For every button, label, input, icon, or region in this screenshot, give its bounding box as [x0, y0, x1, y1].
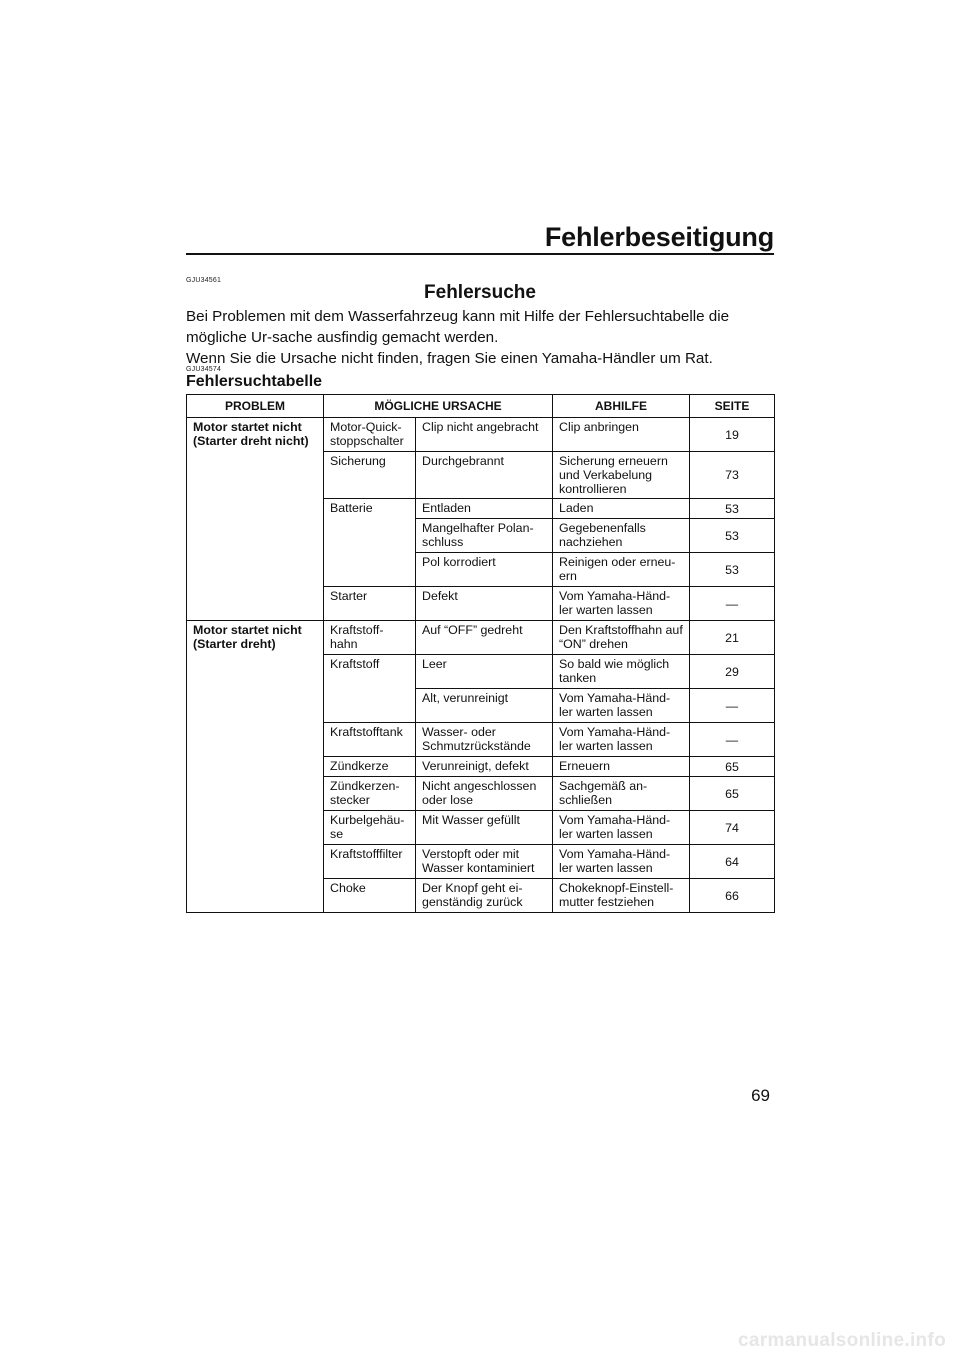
component-cell: Kraftstofffilter — [324, 845, 416, 879]
remedy-cell: Vom Yamaha-Händ-ler warten lassen — [553, 689, 690, 723]
section-title: Fehlersuche — [424, 282, 536, 303]
subsection-code: GJU34574 — [186, 366, 222, 373]
remedy-cell: So bald wie möglich tanken — [553, 655, 690, 689]
cause-cell: Mit Wasser gefüllt — [416, 811, 553, 845]
remedy-cell: Reinigen oder erneu-ern — [553, 553, 690, 587]
cause-cell: Verunreinigt, defekt — [416, 757, 553, 777]
remedy-cell: Vom Yamaha-Händ-ler warten lassen — [553, 723, 690, 757]
watermark: carmanualsonline.info — [738, 1330, 946, 1351]
intro-text — [186, 306, 776, 369]
component-cell: Starter — [324, 587, 416, 621]
remedy-cell: Vom Yamaha-Händ-ler warten lassen — [553, 811, 690, 845]
cause-cell: Der Knopf geht ei-genständig zurück — [416, 879, 553, 913]
remedy-cell: Clip anbringen — [553, 418, 690, 452]
page-cell: 74 — [690, 811, 775, 845]
remedy-cell: Vom Yamaha-Händ-ler warten lassen — [553, 845, 690, 879]
table-row — [187, 621, 775, 655]
component-cell: Kraftstoff-hahn — [324, 621, 416, 655]
cause-cell: Leer — [416, 655, 553, 689]
page-cell: 73 — [690, 452, 775, 499]
section-code: GJU34561 — [186, 277, 222, 284]
header-remedy: ABHILFE — [553, 395, 690, 418]
header-page: SEITE — [690, 395, 775, 418]
component-cell: Zündkerze — [324, 757, 416, 777]
component-cell: Sicherung — [324, 452, 416, 499]
page-cell: 53 — [690, 499, 775, 519]
problem-cell: Motor startet nicht (Starter dreht) — [187, 621, 324, 913]
component-cell: Kraftstoff — [324, 655, 416, 723]
troubleshooting-table — [186, 394, 775, 913]
page-header-title: Fehlerbeseitigung — [544, 222, 774, 252]
component-cell: Motor-Quick-stoppschalter — [324, 418, 416, 452]
cause-cell: Auf “OFF” gedreht — [416, 621, 553, 655]
component-cell: Kurbelgehäu-se — [324, 811, 416, 845]
header-problem: PROBLEM — [187, 395, 324, 418]
page-cell: 65 — [690, 757, 775, 777]
remedy-cell: Erneuern — [553, 757, 690, 777]
cause-cell: Wasser- oder Schmutzrückstände — [416, 723, 553, 757]
remedy-cell: Chokeknopf-Einstell-mutter festziehen — [553, 879, 690, 913]
page-cell: 65 — [690, 777, 775, 811]
header-rule — [186, 253, 774, 255]
remedy-cell: Laden — [553, 499, 690, 519]
component-cell: Kraftstofftank — [324, 723, 416, 757]
page-cell: 21 — [690, 621, 775, 655]
page-cell: 19 — [690, 418, 775, 452]
cause-cell: Alt, verunreinigt — [416, 689, 553, 723]
page-cell: 53 — [690, 553, 775, 587]
table-body — [187, 418, 775, 913]
page-number: 69 — [751, 1086, 770, 1105]
page-cell: — — [690, 587, 775, 621]
component-cell: Batterie — [324, 499, 416, 587]
remedy-cell: Den Kraftstoffhahn auf “ON” drehen — [553, 621, 690, 655]
remedy-cell: Sicherung erneuern und Verkabelung kontrollieren — [553, 452, 690, 499]
cause-cell: Nicht angeschlossen oder lose — [416, 777, 553, 811]
component-cell: Choke — [324, 879, 416, 913]
page-cell: — — [690, 723, 775, 757]
page-cell: 66 — [690, 879, 775, 913]
remedy-cell: Sachgemäß an-schließen — [553, 777, 690, 811]
cause-cell: Mangelhafter Polan-schluss — [416, 519, 553, 553]
cause-cell: Entladen — [416, 499, 553, 519]
component-cell: Zündkerzen-stecker — [324, 777, 416, 811]
table-row — [187, 418, 775, 452]
cause-cell: Durchgebrannt — [416, 452, 553, 499]
remedy-cell: Gegebenenfalls nachziehen — [553, 519, 690, 553]
cause-cell: Clip nicht angebracht — [416, 418, 553, 452]
page-cell: — — [690, 689, 775, 723]
intro-paragraph-2: Wenn Sie die Ursache nicht finden, fragen Sie einen Yamaha-Händler um Rat. — [186, 350, 713, 367]
problem-cell: Motor startet nicht (Starter dreht nicht) — [187, 418, 324, 621]
page-cell: 53 — [690, 519, 775, 553]
cause-cell: Defekt — [416, 587, 553, 621]
header-cause: MÖGLICHE URSACHE — [324, 395, 553, 418]
table-header-row — [187, 395, 775, 418]
cause-cell: Verstopft oder mit Wasser kontaminiert — [416, 845, 553, 879]
cause-cell: Pol korrodiert — [416, 553, 553, 587]
page-cell: 29 — [690, 655, 775, 689]
remedy-cell: Vom Yamaha-Händ-ler warten lassen — [553, 587, 690, 621]
intro-paragraph-1: Bei Problemen mit dem Wasserfahrzeug kann mit Hilfe der Fehlersuchtabelle die mögliche Ur-sache ausfindig gemacht werden. — [186, 308, 730, 346]
page-cell: 64 — [690, 845, 775, 879]
subsection-title: Fehlersuchtabelle — [186, 373, 323, 390]
